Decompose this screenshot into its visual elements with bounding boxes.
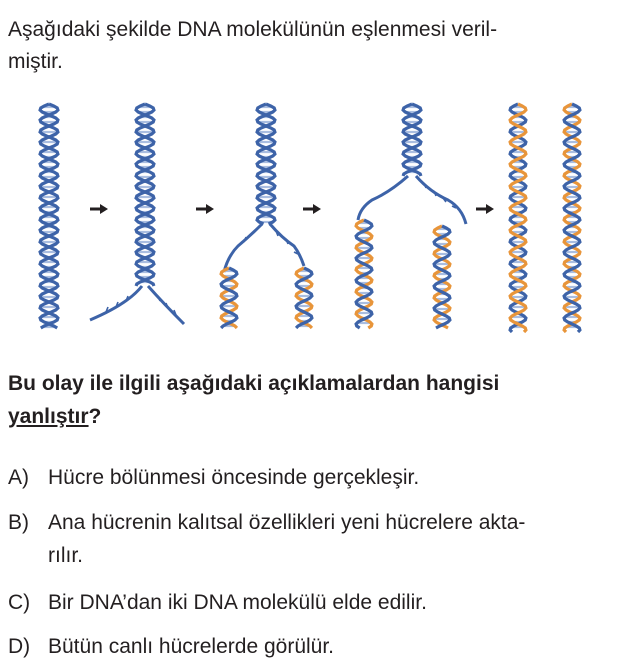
arrow-head: [206, 204, 214, 214]
daughter-helix-right: [296, 268, 312, 328]
option-c-letter: C): [8, 591, 31, 614]
option-d[interactable]: [8, 630, 620, 663]
option-c-text: Bir DNA’dan iki DNA molekülü elde edilir.: [48, 591, 427, 614]
stage-4-fork: [356, 104, 466, 328]
stage-1-parent-dna: [40, 104, 58, 328]
parent-helix-upper: [136, 104, 154, 286]
stage-2-unzipping: [90, 104, 184, 324]
intro-text: [8, 14, 620, 78]
option-b-letter: B): [8, 511, 29, 534]
dna-replication-figure: [38, 96, 593, 346]
separated-strand-left: [358, 176, 408, 220]
separated-strand-left: [90, 286, 142, 320]
daughter-helix-right: [434, 226, 450, 328]
question-negative-word: yanlıştır: [8, 405, 89, 428]
option-a-text: Hücre bölünmesi öncesinde gerçekleşir.: [48, 466, 420, 489]
option-b-text: Ana hücrenin kalıtsal özellikleri yeni hücrelere akta-: [48, 511, 526, 534]
intro-line-1: Aşağıdaki şekilde DNA molekülünün eşlenmesi veril-: [8, 18, 498, 41]
intro-line-2: miştir.: [8, 50, 63, 73]
arrow-4: [476, 204, 494, 214]
separated-strand-left: [224, 224, 262, 272]
arrow-2: [196, 204, 214, 214]
option-c[interactable]: [8, 586, 620, 619]
daughter-helix-left: [356, 220, 372, 328]
arrow-head: [100, 204, 108, 214]
option-d-letter: D): [8, 635, 31, 658]
daughter-helix-left: [221, 268, 237, 328]
daughter-dna-2: [564, 104, 580, 332]
question-mark: ?: [88, 405, 102, 428]
question-text: Bu olay ile ilgili aşağıdaki açıklamalardan hangisi: [8, 372, 500, 395]
option-b[interactable]: [8, 506, 620, 572]
separated-strand-right: [270, 224, 304, 266]
dna-replication-diagram: [38, 96, 593, 346]
separated-strand-right: [416, 176, 466, 224]
arrow-3: [303, 204, 321, 214]
parent-helix-upper: [403, 104, 421, 176]
option-b-text-continued: rılır.: [48, 544, 83, 567]
option-a-letter: A): [8, 466, 29, 489]
arrow-head: [313, 204, 321, 214]
arrow-1: [90, 204, 108, 214]
parent-helix: [40, 104, 58, 328]
option-d-text: Bütün canlı hücrelerde görülür.: [48, 635, 335, 658]
arrow-head: [486, 204, 494, 214]
stage-5-two-daughter-dna: [510, 104, 580, 332]
parent-helix-upper: [257, 104, 275, 224]
daughter-dna-1: [510, 104, 526, 332]
question-stem: [8, 367, 620, 433]
option-a[interactable]: [8, 461, 620, 494]
stage-3-new-strands: [221, 104, 312, 328]
